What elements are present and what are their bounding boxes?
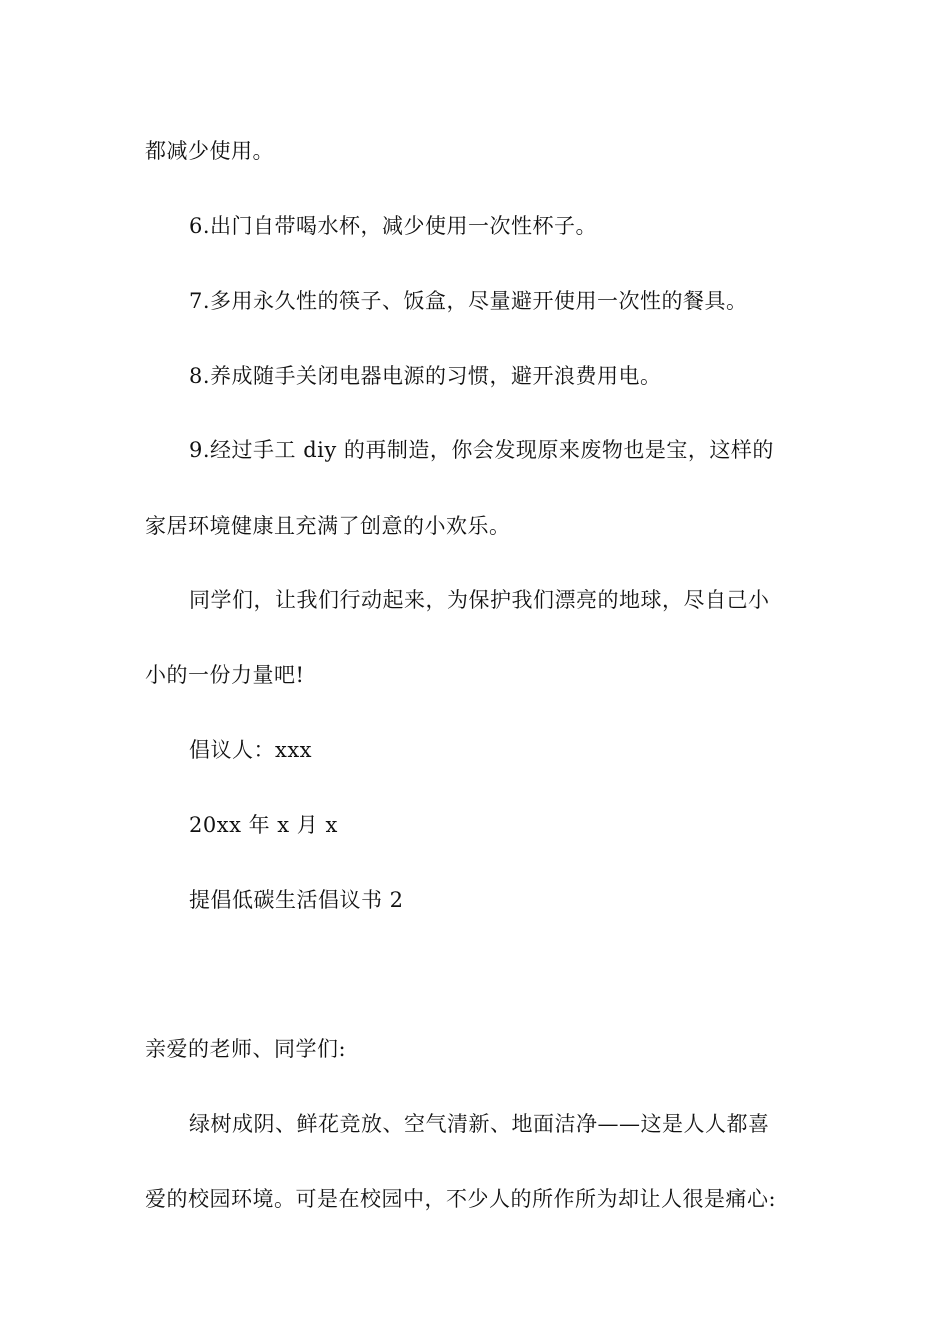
- paragraph-line: 都减少使用。: [145, 139, 274, 163]
- paragraph-line: 家居环境健康且充满了创意的小欢乐。: [145, 514, 511, 538]
- section-title: 提倡低碳生活倡议书 2: [189, 888, 404, 912]
- salutation: 亲爱的老师、同学们:: [145, 1037, 347, 1061]
- signature-line: 倡议人：xxx: [189, 738, 313, 762]
- body-paragraph-line: 爱的校园环境。可是在校园中，不少人的所作所为却让人很是痛心:: [145, 1187, 777, 1211]
- list-item-9: 9.经过手工 diy 的再制造，你会发现原来废物也是宝，这样的: [189, 438, 774, 462]
- closing-paragraph-line: 同学们，让我们行动起来，为保护我们漂亮的地球，尽自己小: [189, 588, 770, 612]
- list-item-8: 8.养成随手关闭电器电源的习惯，避开浪费用电。: [189, 364, 662, 388]
- list-item-7: 7.多用永久性的筷子、饭盒，尽量避开使用一次性的餐具。: [189, 289, 748, 313]
- body-paragraph-line: 绿树成阴、鲜花竞放、空气清新、地面洁净——这是人人都喜: [189, 1112, 770, 1136]
- list-item-6: 6.出门自带喝水杯，减少使用一次性杯子。: [189, 214, 598, 238]
- closing-paragraph-line: 小的一份力量吧!: [145, 663, 305, 687]
- date-line: 20xx 年 x 月 x: [189, 813, 338, 837]
